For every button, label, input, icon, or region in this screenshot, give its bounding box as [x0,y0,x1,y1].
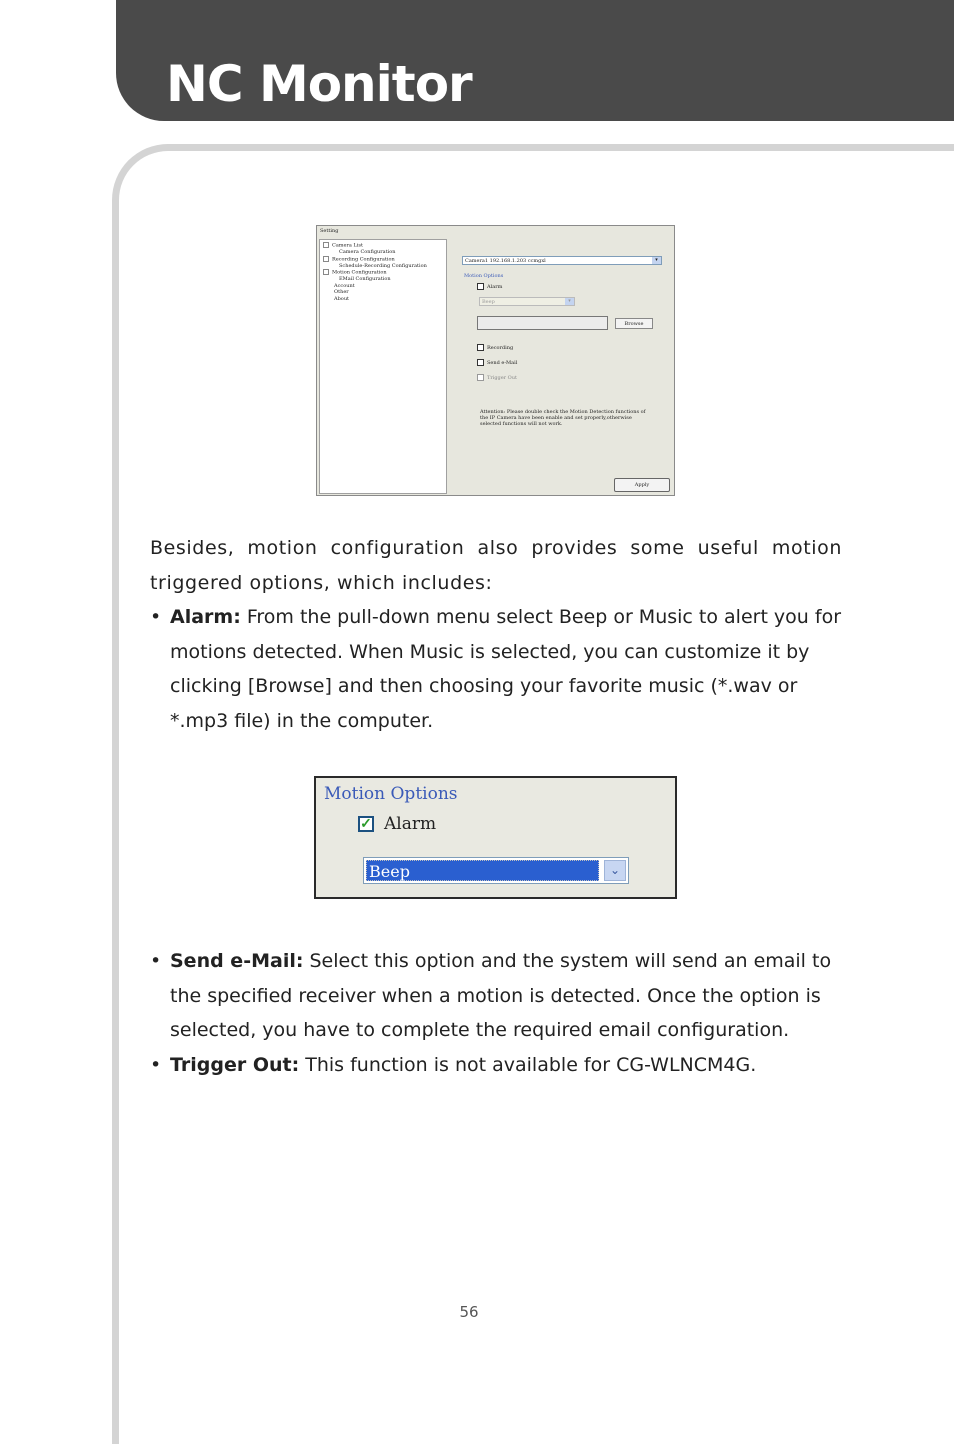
bullet-icon: • [150,950,162,972]
bullet-text: From the pull-down menu select Beep or Music to alert you for motions detected. When Music is selected, you can customize it by clicking [Browse] and then choosing your favorite music (*.wav or *.mp3 file) in the computer. [170,606,842,732]
page-number: 56 [459,1303,479,1321]
trigger-out-checkbox[interactable]: Trigger Out [477,374,517,382]
recording-checkbox[interactable]: Recording [477,344,513,352]
alarm-bullet [150,600,842,738]
alarm-sound-select[interactable] [363,857,629,884]
alarm-sound-select[interactable]: Beep ▾ [479,297,575,306]
motion-options-screenshot [314,776,677,899]
attention-note: Attention: Please double check the Motion Detection functions of the IP Camera have been enable and set properly,otherwise selected functions will not work. [480,409,646,427]
tree-item[interactable]: Other [334,289,349,295]
alarm-checkbox[interactable] [358,816,374,832]
tree-item[interactable]: Account [334,282,355,289]
browse-button[interactable]: Browse [615,318,653,329]
settings-tree [319,239,447,494]
bullet-icon: • [150,1053,162,1076]
bullet-text: Select this option and the system will send an email to the specified receiver when a motion is detected. Once the option is selected, you have to complete the required email configuration. [170,950,832,1041]
bullet-text: This function is not available for CG-WLNCM4G. [299,1053,757,1076]
window-title: Setting [320,228,339,234]
camera-select[interactable] [462,256,662,265]
motion-options-title: Motion Options [464,273,504,279]
settings-window-screenshot [316,225,675,496]
tree-item[interactable]: About [334,295,350,302]
bullet-term: Alarm: [170,606,241,628]
bullet-icon: • [150,606,162,628]
email-trigger-bullets [150,944,842,1082]
alarm-label: Alarm [384,814,437,834]
page-title: NC Monitor [166,55,472,113]
tree-item[interactable]: EMail Configuration [339,276,391,282]
chevron-down-icon: ▾ [652,257,661,264]
intro-paragraph: Besides, motion configuration also provides some useful motion triggered options, which includes: [150,537,842,594]
tree-item[interactable]: Motion Configuration [323,269,446,276]
alarm-checkbox[interactable]: Alarm [477,283,502,291]
tree-item[interactable]: Camera Configuration [339,249,396,255]
tree-item[interactable]: Camera List [323,242,446,249]
chevron-down-icon[interactable]: ⌄ [604,860,626,881]
bullet-term: Trigger Out: [170,1053,300,1076]
list-item [150,944,842,1048]
bullet-term: Send e-Mail: [170,950,304,972]
tree-item[interactable]: Recording Configuration [323,256,446,263]
camera-select-value: Camera1 192.168.1.203 ccmgxl [465,258,546,264]
list-item [150,1048,842,1083]
tree-item[interactable]: Schedule-Recording Configuration [339,262,427,269]
send-email-checkbox[interactable]: Send e-Mail [477,359,517,367]
chevron-down-icon: ▾ [565,298,574,305]
list-item [150,600,842,738]
apply-button[interactable]: Apply [614,478,670,492]
checkmark-icon: ✓ [360,816,372,832]
music-file-field[interactable] [477,316,608,330]
alarm-sound-value: Beep [366,860,599,881]
motion-options-title: Motion Options [324,784,458,804]
